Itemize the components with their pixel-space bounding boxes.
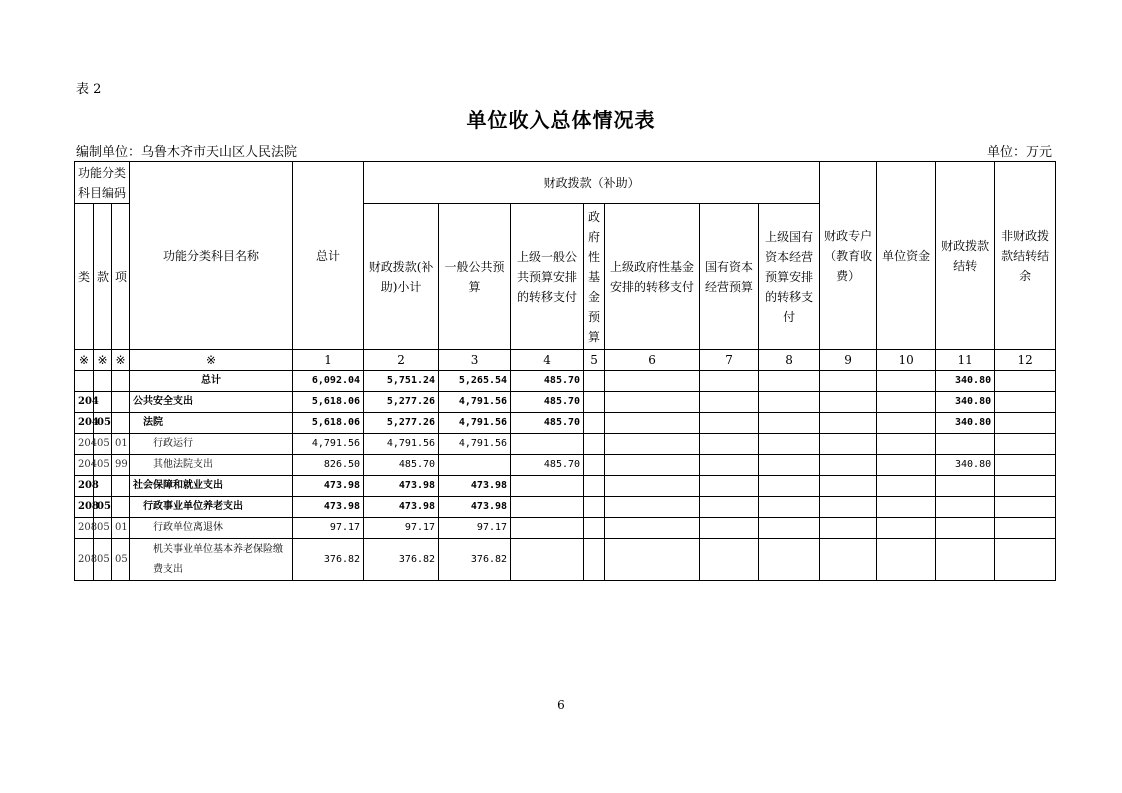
- value-cell: 340.80: [936, 392, 995, 413]
- value-cell: 5,265.54: [439, 371, 511, 392]
- value-cell: [511, 434, 584, 455]
- value-cell: [584, 392, 605, 413]
- value-cell: [995, 413, 1056, 434]
- kuan-cell: 05: [94, 434, 112, 455]
- kuan-cell: 05: [94, 455, 112, 476]
- lei-cell: 208: [75, 539, 94, 581]
- value-cell: [820, 371, 877, 392]
- table-row: [75, 539, 1056, 581]
- value-cell: [605, 497, 700, 518]
- value-cell: 4,791.56: [439, 434, 511, 455]
- item-name-cell: 法院: [130, 413, 293, 434]
- value-cell: [584, 476, 605, 497]
- kuan-cell: 05: [94, 413, 112, 434]
- value-cell: 4,791.56: [439, 413, 511, 434]
- value-cell: [820, 476, 877, 497]
- index-cell: 1: [293, 350, 364, 371]
- value-cell: [936, 539, 995, 581]
- table-number: 表 2: [76, 82, 102, 97]
- upper-gov-fund-transfer-header: 上级政府性基金安排的转移支付: [605, 204, 700, 350]
- xiang-cell: [112, 497, 130, 518]
- lei-cell: 208: [75, 518, 94, 539]
- value-cell: [820, 413, 877, 434]
- value-cell: [511, 518, 584, 539]
- value-cell: [584, 371, 605, 392]
- page-title: 单位收入总体情况表: [466, 108, 656, 132]
- unit-fund-header: 单位资金: [877, 162, 936, 350]
- value-cell: [995, 497, 1056, 518]
- xiang-cell: 01: [112, 518, 130, 539]
- value-cell: [759, 539, 820, 581]
- kuan-cell: 05: [94, 518, 112, 539]
- value-cell: 473.98: [293, 476, 364, 497]
- value-cell: [995, 476, 1056, 497]
- item-name-cell: 机关事业单位基本养老保险缴费支出: [130, 539, 293, 581]
- lei-cell: 204: [75, 392, 94, 413]
- value-cell: [877, 434, 936, 455]
- value-cell: [820, 518, 877, 539]
- lei-cell: 208: [75, 476, 94, 497]
- value-cell: [820, 455, 877, 476]
- lei-cell: 204: [75, 413, 94, 434]
- value-cell: [759, 371, 820, 392]
- index-cell: 6: [605, 350, 700, 371]
- value-cell: [584, 455, 605, 476]
- value-cell: 826.50: [293, 455, 364, 476]
- xiang-cell: [112, 392, 130, 413]
- value-cell: 485.70: [511, 455, 584, 476]
- lei-cell: 208: [75, 497, 94, 518]
- lei-header: 类: [75, 204, 94, 350]
- index-cell: 12: [995, 350, 1056, 371]
- value-cell: 376.82: [364, 539, 439, 581]
- value-cell: 4,791.56: [364, 434, 439, 455]
- table-row: [75, 476, 1056, 497]
- value-cell: [820, 497, 877, 518]
- value-cell: 376.82: [439, 539, 511, 581]
- xiang-cell: 05: [112, 539, 130, 581]
- value-cell: 376.82: [293, 539, 364, 581]
- value-cell: [605, 413, 700, 434]
- item-name-cell: 行政运行: [130, 434, 293, 455]
- func-name-header: 功能分类科目名称: [130, 162, 293, 350]
- value-cell: 5,618.06: [293, 413, 364, 434]
- table-row: [75, 518, 1056, 539]
- value-cell: [995, 434, 1056, 455]
- value-cell: [511, 497, 584, 518]
- value-cell: [584, 497, 605, 518]
- value-cell: [584, 518, 605, 539]
- total-header: 总计: [293, 162, 364, 350]
- index-cell: ※: [112, 350, 130, 371]
- index-cell: 5: [584, 350, 605, 371]
- value-cell: 97.17: [293, 518, 364, 539]
- kuan-cell: [94, 371, 112, 392]
- table-row: [75, 497, 1056, 518]
- compiler-label: 编制单位：乌鲁木齐市天山区人民法院: [76, 145, 298, 160]
- value-cell: [877, 518, 936, 539]
- index-cell: 2: [364, 350, 439, 371]
- lei-cell: 204: [75, 455, 94, 476]
- item-name-cell: 行政单位离退休: [130, 518, 293, 539]
- value-cell: [877, 497, 936, 518]
- value-cell: 340.80: [936, 371, 995, 392]
- value-cell: 485.70: [511, 392, 584, 413]
- kuan-cell: 05: [94, 539, 112, 581]
- index-cell: 3: [439, 350, 511, 371]
- value-cell: 340.80: [936, 455, 995, 476]
- state-capital-header: 国有资本经营预算: [700, 204, 759, 350]
- value-cell: [584, 539, 605, 581]
- value-cell: [877, 539, 936, 581]
- index-cell: ※: [94, 350, 112, 371]
- value-cell: 485.70: [511, 371, 584, 392]
- value-cell: [759, 455, 820, 476]
- value-cell: [759, 434, 820, 455]
- upper-general-transfer-header: 上级一般公共预算安排的转移支付: [511, 204, 584, 350]
- kuan-cell: 05: [94, 497, 112, 518]
- index-cell: 8: [759, 350, 820, 371]
- value-cell: [605, 392, 700, 413]
- value-cell: [759, 518, 820, 539]
- income-table: [74, 161, 1056, 581]
- fiscal-carryover-header: 财政拨款结转: [936, 162, 995, 350]
- value-cell: 473.98: [364, 476, 439, 497]
- value-cell: [759, 413, 820, 434]
- special-fund-header: 财政专户（教育收费）: [820, 162, 877, 350]
- value-cell: [877, 413, 936, 434]
- value-cell: [995, 371, 1056, 392]
- xiang-cell: [112, 476, 130, 497]
- value-cell: [700, 497, 759, 518]
- index-cell: 11: [936, 350, 995, 371]
- index-cell: 4: [511, 350, 584, 371]
- value-cell: [936, 476, 995, 497]
- unit-label: 单位：万元: [986, 145, 1052, 160]
- value-cell: [995, 455, 1056, 476]
- value-cell: [605, 434, 700, 455]
- value-cell: [700, 392, 759, 413]
- value-cell: 5,277.26: [364, 413, 439, 434]
- index-cell: 10: [877, 350, 936, 371]
- value-cell: [820, 539, 877, 581]
- value-cell: [511, 539, 584, 581]
- fiscal-group-header: 财政拨款（补助）: [364, 162, 820, 204]
- value-cell: 473.98: [439, 497, 511, 518]
- value-cell: [700, 413, 759, 434]
- value-cell: 340.80: [936, 413, 995, 434]
- value-cell: [877, 371, 936, 392]
- value-cell: [584, 413, 605, 434]
- value-cell: [700, 539, 759, 581]
- value-cell: 473.98: [293, 497, 364, 518]
- upper-state-capital-transfer-header: 上级国有资本经营预算安排的转移支付: [759, 204, 820, 350]
- value-cell: 473.98: [439, 476, 511, 497]
- value-cell: [700, 371, 759, 392]
- lei-cell: [75, 371, 94, 392]
- kuan-header: 款: [94, 204, 112, 350]
- value-cell: 5,277.26: [364, 392, 439, 413]
- value-cell: 4,791.56: [439, 392, 511, 413]
- index-cell: ※: [75, 350, 94, 371]
- table-row: [75, 413, 1056, 434]
- table-row: [75, 434, 1056, 455]
- index-cell: 7: [700, 350, 759, 371]
- xiang-cell: [112, 371, 130, 392]
- xiang-cell: 99: [112, 455, 130, 476]
- value-cell: [936, 518, 995, 539]
- item-name-cell: 社会保障和就业支出: [130, 476, 293, 497]
- index-cell: 9: [820, 350, 877, 371]
- index-cell: ※: [130, 350, 293, 371]
- value-cell: 5,751.24: [364, 371, 439, 392]
- value-cell: [700, 476, 759, 497]
- value-cell: 485.70: [511, 413, 584, 434]
- value-cell: [605, 476, 700, 497]
- item-name-cell: 总计: [130, 371, 293, 392]
- value-cell: [700, 434, 759, 455]
- value-cell: [995, 392, 1056, 413]
- page-number: 6: [557, 698, 565, 712]
- value-cell: 6,092.04: [293, 371, 364, 392]
- value-cell: 97.17: [364, 518, 439, 539]
- table-row: [75, 455, 1056, 476]
- value-cell: 485.70: [364, 455, 439, 476]
- value-cell: 5,618.06: [293, 392, 364, 413]
- item-name-cell: 行政事业单位养老支出: [130, 497, 293, 518]
- gov-fund-header: 政府性基金预算: [584, 204, 605, 350]
- value-cell: [877, 476, 936, 497]
- value-cell: [995, 518, 1056, 539]
- value-cell: [820, 392, 877, 413]
- value-cell: [877, 455, 936, 476]
- value-cell: 4,791.56: [293, 434, 364, 455]
- lei-cell: 204: [75, 434, 94, 455]
- value-cell: [936, 497, 995, 518]
- table-body: [75, 371, 1056, 581]
- table-row: [75, 371, 1056, 392]
- index-row: [75, 350, 1056, 371]
- value-cell: [700, 455, 759, 476]
- nonfiscal-carryover-header: 非财政拨款结转结余: [995, 162, 1056, 350]
- value-cell: [605, 518, 700, 539]
- item-name-cell: 其他法院支出: [130, 455, 293, 476]
- value-cell: [511, 476, 584, 497]
- value-cell: [995, 539, 1056, 581]
- xiang-cell: 01: [112, 434, 130, 455]
- value-cell: 473.98: [364, 497, 439, 518]
- value-cell: [759, 392, 820, 413]
- fiscal-subtotal-header: 财政拨款(补助)小计: [364, 204, 439, 350]
- table-row: [75, 392, 1056, 413]
- value-cell: [820, 434, 877, 455]
- value-cell: [605, 371, 700, 392]
- value-cell: [439, 455, 511, 476]
- value-cell: [584, 434, 605, 455]
- value-cell: [759, 476, 820, 497]
- func-code-header: 功能分类科目编码: [75, 162, 130, 204]
- xiang-cell: [112, 413, 130, 434]
- value-cell: [877, 392, 936, 413]
- general-budget-header: 一般公共预算: [439, 204, 511, 350]
- value-cell: [605, 539, 700, 581]
- value-cell: [936, 434, 995, 455]
- value-cell: [700, 518, 759, 539]
- xiang-header: 项: [112, 204, 130, 350]
- value-cell: 97.17: [439, 518, 511, 539]
- item-name-cell: 公共安全支出: [130, 392, 293, 413]
- value-cell: [759, 497, 820, 518]
- value-cell: [605, 455, 700, 476]
